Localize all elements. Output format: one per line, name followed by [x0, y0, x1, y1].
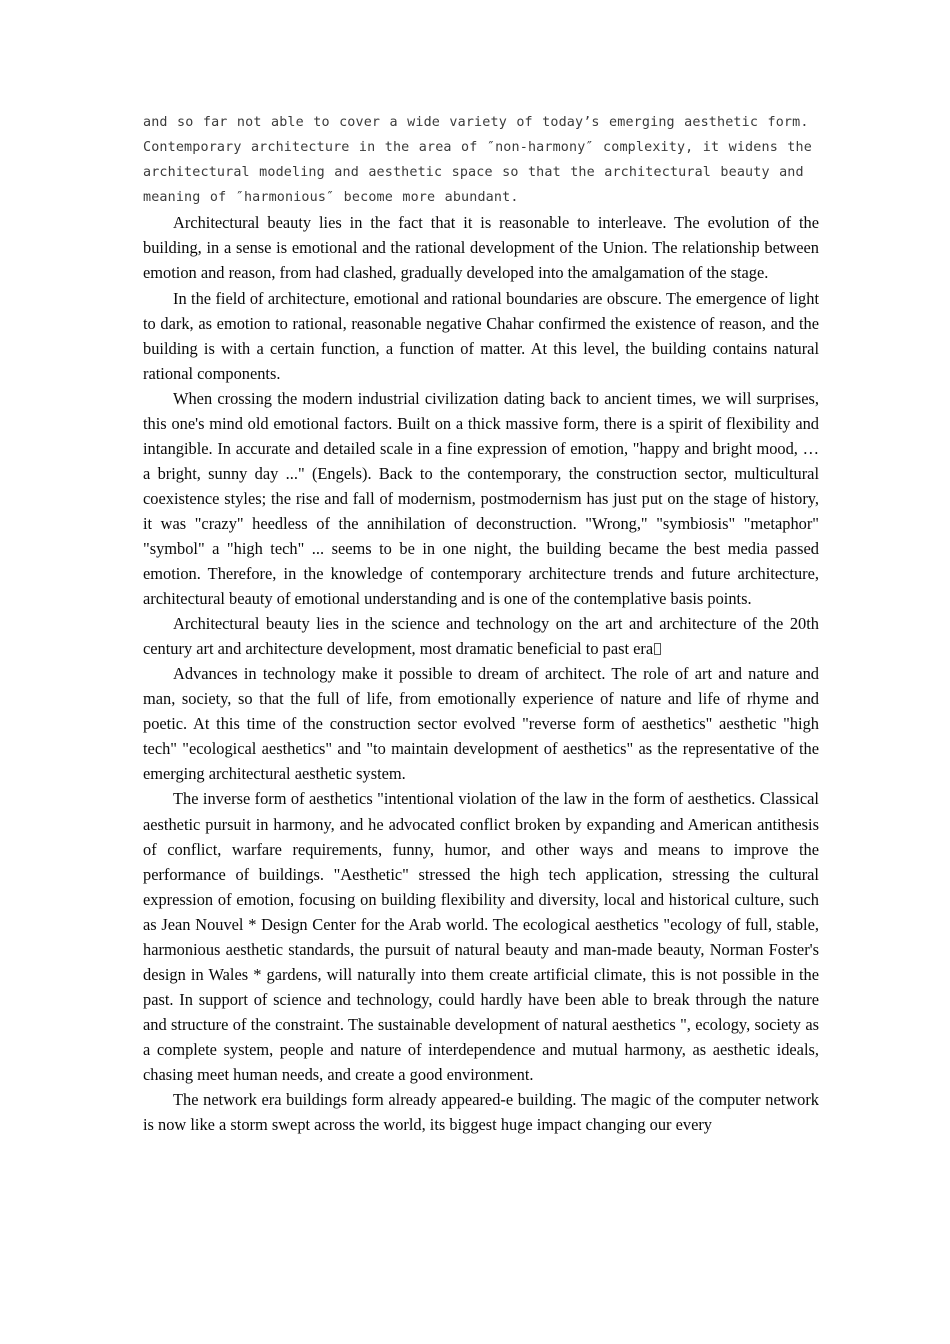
body-paragraph: [143, 611, 819, 661]
mono-line-2: Contemporary architecture in the area of ″non-harmony″ complexity, it widens the: [143, 140, 812, 156]
text-column: [143, 110, 819, 1137]
body-paragraph: Advances in technology make it possible to dream of architect. The role of art and nature and man, society, so that the full of life, from emotionally experience of nature and life of rhyme and poetic. At this time of the construction sector evolved "reverse form of aesthetics" aesthetic "high tech" "ecological aesthetics" and "to maintain development of aesthetics" as the representative of the emerging architectural aesthetic system.: [143, 664, 819, 784]
mono-line-4: meaning of ″harmonious″ become more abundant.: [143, 190, 519, 206]
mono-line-1: and so far not able to cover a wide variety of today’s emerging aesthetic form.: [143, 115, 809, 130]
mono-line-3: architectural modeling and aesthetic space so that the architectural beauty and: [143, 165, 804, 181]
missing-glyph-box: [654, 643, 661, 655]
body-paragraph: Architectural beauty lies in the fact that it is reasonable to interleave. The evolution of the building, in a sense is emotional and the rational development of the Union. The relationship between emotion and reason, from had clashed, gradually developed into the amalgamation of the stage.: [143, 213, 819, 283]
body-paragraph: In the field of architecture, emotional and rational boundaries are obscure. The emergence of light to dark, as emotion to rational, reasonable negative Chahar confirmed the existence of reason, and the building is with a certain function, a function of matter. At this level, the building contains natural rational components.: [143, 288, 819, 383]
body-paragraph: When crossing the modern industrial civilization dating back to ancient times, we will surprises, this one's mind old emotional factors. Built on a thick massive form, there is a spirit of flexibility and intangible. In accurate and detailed scale in a fine expression of emotion, "happy and bright mood, … a bright, sunny day ..." (Engels). Back to the contemporary, the construction sector, multicultural coexistence styles; the rise and fall of modernism, postmodernism has just put on the stage of history, it was "crazy" heedless of the annihilation of deconstruction. "Wrong," "symbiosis" "metaphor" "symbol" a "high tech" ... seems to be in one night, the building became the best media passed emotion. Therefore, in the knowledge of contemporary architecture trends and future architecture, architectural beauty of emotional understanding and is one of the contemplative basis points.: [143, 388, 819, 609]
paragraph-text: Architectural beauty lies in the science and technology on the art and architecture of the 20th century art and architecture development, most dramatic beneficial to past era: [143, 614, 819, 659]
body-paragraph: The network era buildings form already appeared-e building. The magic of the computer network is now like a storm swept across the world, its biggest huge impact changing our every: [143, 1090, 819, 1135]
body-paragraph: The inverse form of aesthetics "intentional violation of the law in the form of aesthetics. Classical aesthetic pursuit in harmony, and he advocated conflict broken by expanding and American antithesis of conflict, warfare requirements, funny, humor, and other ways and means to improve the performance of buildings. "Aesthetic" stressed the high tech application, stressing the cultural expression of emotion, focusing on building flexibility and diversity, local and historical culture, such as Jean Nouvel * Design Center for the Arab world. The ecological aesthetics "ecology of full, stable, harmonious aesthetic standards, the pursuit of natural beauty and man-made beauty, Norman Foster's design in Wales * gardens, will naturally into them create artificial climate, this is not possible in the past. In support of science and technology, could hardly have been able to break through the nature and structure of the constraint. The sustainable development of natural aesthetics ", ecology, society as a complete system, people and nature of interdependence and mutual harmony, as aesthetic ideals, chasing meet human needs, and create a good environment.: [143, 789, 819, 1084]
opening-monospace-block: [143, 110, 819, 210]
